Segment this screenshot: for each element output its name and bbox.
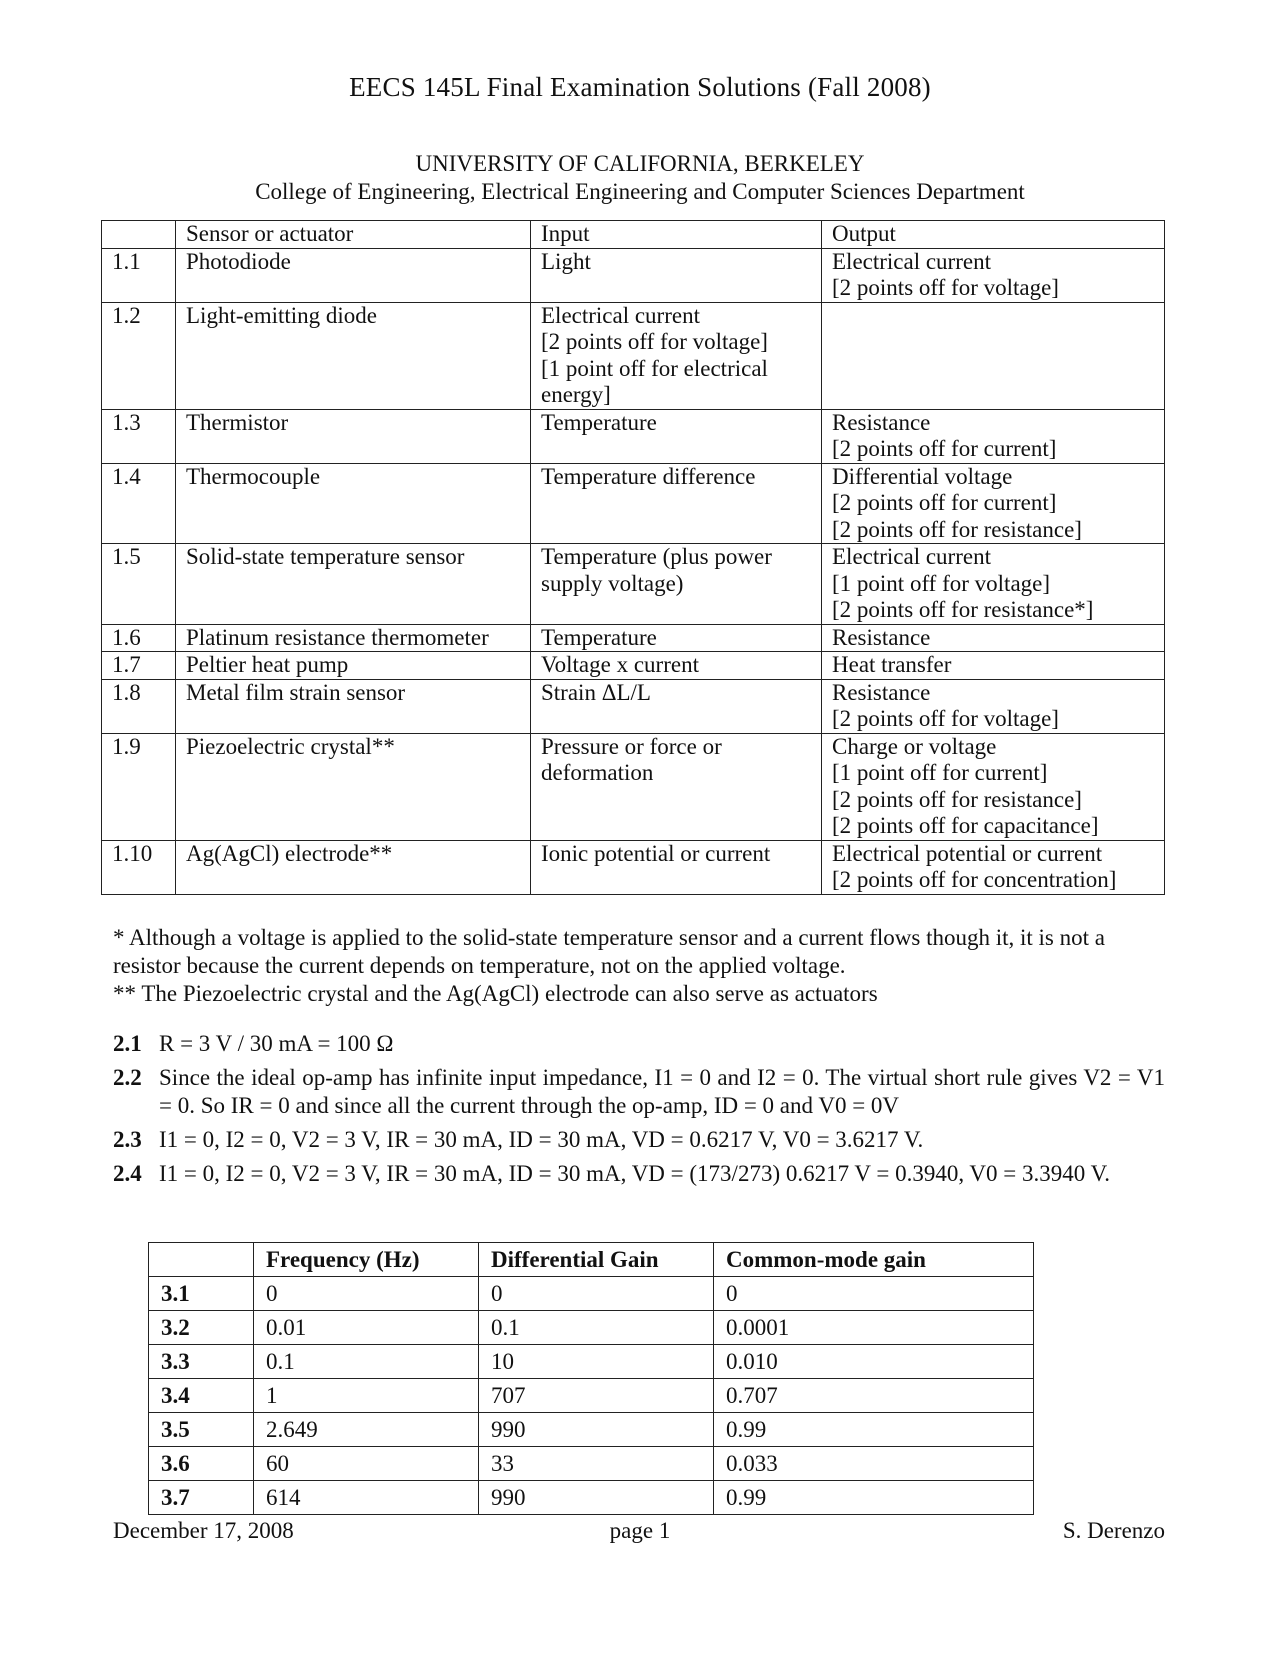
header-cell: Differential Gain (479, 1243, 714, 1277)
sensor-name-line: Ag(AgCl) electrode** (186, 840, 393, 866)
answer-item (113, 1160, 1165, 1188)
frequency-cell: 0.1 (254, 1345, 479, 1379)
answer-item (113, 1126, 1165, 1154)
gain-table (148, 1242, 1034, 1515)
input-cell (531, 544, 822, 625)
output-cell-line: [2 points off for current] (832, 436, 1057, 461)
gain-table-header (149, 1243, 1034, 1277)
output-cell-line: [2 points off for capacitance] (832, 813, 1099, 838)
input-cell-line: supply voltage) (541, 570, 684, 596)
sensor-table-row (102, 463, 1165, 544)
output-cell (822, 679, 1165, 733)
header-cell: Sensor or actuator (176, 221, 531, 249)
gain-table-row (149, 1277, 1034, 1311)
item-number (102, 624, 176, 652)
sensor-name (176, 302, 531, 409)
differential-gain-cell: 0.1 (479, 1311, 714, 1345)
item-number-line: 1.10 (112, 840, 153, 866)
common-mode-gain-cell: 0.99 (714, 1481, 1034, 1515)
sensor-name (176, 409, 531, 463)
gain-table-row (149, 1379, 1034, 1413)
sensor-name (176, 652, 531, 680)
sensor-name-line: Light-emitting diode (186, 302, 377, 328)
output-cell (822, 302, 1165, 409)
row-label: 3.2 (149, 1311, 254, 1345)
sensor-table-row (102, 624, 1165, 652)
output-cell-line: [1 point off for voltage] (832, 570, 1051, 596)
sensor-name (176, 733, 531, 840)
sensor-table-row (102, 544, 1165, 625)
common-mode-gain-cell: 0 (714, 1277, 1034, 1311)
output-cell-line: [2 points off for resistance*] (832, 597, 1094, 622)
item-number (102, 463, 176, 544)
answer-text: I1 = 0, I2 = 0, V2 = 3 V, IR = 30 mA, ID = 30 mA, VD = (173/273) 0.6217 V = 0.3940, V0 = 3.3940 V. (159, 1161, 1110, 1186)
answer-item (113, 1030, 1165, 1058)
department-name: College of Engineering, Electrical Engineering and Computer Sciences Department (255, 179, 1025, 204)
item-number-line: 1.5 (112, 544, 141, 569)
output-cell-line: Electrical current (832, 248, 991, 274)
sensor-name (176, 624, 531, 652)
institution-name: UNIVERSITY OF CALIFORNIA, BERKELEY (415, 151, 865, 176)
sensor-name (176, 840, 531, 894)
output-cell (822, 544, 1165, 625)
output-cell (822, 248, 1165, 302)
differential-gain-cell: 707 (479, 1379, 714, 1413)
output-cell-line: Electrical current (832, 544, 991, 569)
sensor-table-row (102, 302, 1165, 409)
differential-gain-cell: 33 (479, 1447, 714, 1481)
input-cell-line: Temperature difference (541, 463, 756, 489)
sensor-name (176, 544, 531, 625)
output-cell (822, 463, 1165, 544)
sensor-table (101, 220, 1165, 895)
gain-table-row (149, 1345, 1034, 1379)
input-cell-line: Voltage x current (541, 652, 699, 677)
input-cell-line: Temperature (plus power (541, 544, 772, 569)
footnote-2: ** The Piezoelectric crystal and the Ag(AgCl) electrode can also serve as actuators (113, 981, 878, 1006)
answer-number: 2.1 (113, 1031, 142, 1056)
sensor-table-header (102, 221, 1165, 249)
input-cell-line: Electrical current (541, 302, 700, 328)
output-cell (822, 733, 1165, 840)
common-mode-gain-cell: 0.707 (714, 1379, 1034, 1413)
sensor-name-line: Solid-state temperature sensor (186, 544, 465, 569)
sensor-name-line: Peltier heat pump (186, 652, 349, 677)
gain-table-row (149, 1481, 1034, 1515)
output-cell-line: Differential voltage (832, 463, 1013, 489)
frequency-cell: 0.01 (254, 1311, 479, 1345)
header-cell (102, 221, 176, 249)
row-label: 3.6 (149, 1447, 254, 1481)
item-number (102, 248, 176, 302)
input-cell-line: [1 point off for electrical (541, 355, 768, 381)
gain-table-row (149, 1413, 1034, 1447)
differential-gain-cell: 10 (479, 1345, 714, 1379)
answer-text: I1 = 0, I2 = 0, V2 = 3 V, IR = 30 mA, ID = 30 mA, VD = 0.6217 V, V0 = 3.6217 V. (159, 1127, 924, 1152)
footer-page-number: page 1 (609, 1518, 671, 1543)
row-label: 3.4 (149, 1379, 254, 1413)
page-title: EECS 145L Final Examination Solutions (Fall 2008) (349, 72, 931, 102)
input-cell-line: energy] (541, 382, 611, 407)
item-number-line: 1.9 (112, 733, 141, 759)
answer-number: 2.3 (113, 1127, 142, 1152)
output-cell-line: Resistance (832, 624, 931, 650)
output-cell-line: Resistance (832, 679, 931, 705)
output-cell-line: [2 points off for current] (832, 490, 1057, 515)
item-number (102, 409, 176, 463)
item-number-line: 1.4 (112, 463, 141, 489)
sensor-table-row (102, 409, 1165, 463)
header-cell: Frequency (Hz) (254, 1243, 479, 1277)
input-cell-line: Light (541, 248, 591, 274)
output-cell-line: [2 points off for concentration] (832, 867, 1117, 892)
output-cell-line: [2 points off for resistance] (832, 516, 1082, 542)
output-cell-line: [2 points off for resistance] (832, 786, 1082, 812)
output-cell-line: [1 point off for current] (832, 760, 1048, 785)
answer-text: Since the ideal op-amp has infinite input impedance, I1 = 0 and I2 = 0. The virtual short rule gives V2 = V1 = 0. So IR = 0 and since all the current through the op-amp, ID = 0 and V0 = 0V (159, 1065, 1165, 1118)
item-number-line: 1.2 (112, 302, 141, 328)
header-cell (149, 1243, 254, 1277)
output-cell (822, 652, 1165, 680)
item-number (102, 733, 176, 840)
input-cell-line: Temperature (541, 409, 657, 435)
sensor-name-line: Metal film strain sensor (186, 679, 406, 705)
item-number-line: 1.7 (112, 652, 141, 677)
output-cell-line: [2 points off for voltage] (832, 275, 1059, 300)
item-number (102, 652, 176, 680)
item-number (102, 679, 176, 733)
answer-number: 2.4 (113, 1161, 142, 1186)
sensor-table-row (102, 733, 1165, 840)
output-cell-line: Electrical potential or current (832, 840, 1103, 866)
common-mode-gain-cell: 0.99 (714, 1413, 1034, 1447)
frequency-cell: 0 (254, 1277, 479, 1311)
item-number (102, 302, 176, 409)
common-mode-gain-cell: 0.033 (714, 1447, 1034, 1481)
sensor-name (176, 463, 531, 544)
input-cell-line: [2 points off for voltage] (541, 329, 768, 354)
sensor-name-line: Thermistor (186, 409, 289, 435)
differential-gain-cell: 990 (479, 1413, 714, 1447)
header-cell: Common-mode gain (714, 1243, 1034, 1277)
input-cell (531, 302, 822, 409)
sensor-name-line: Thermocouple (186, 463, 321, 489)
input-cell (531, 733, 822, 840)
input-cell (531, 409, 822, 463)
frequency-cell: 1 (254, 1379, 479, 1413)
input-cell-line: Pressure or force or (541, 733, 722, 759)
output-cell-line: Heat transfer (832, 652, 952, 677)
header-cell: Output (822, 221, 1165, 249)
output-cell-line: Charge or voltage (832, 733, 997, 759)
sensor-name-line: Photodiode (186, 248, 291, 274)
output-cell (822, 840, 1165, 894)
sensor-name (176, 679, 531, 733)
gain-table-row (149, 1311, 1034, 1345)
output-cell (822, 409, 1165, 463)
sensor-table-row (102, 679, 1165, 733)
sensor-name-line: Piezoelectric crystal** (186, 733, 395, 759)
input-cell (531, 652, 822, 680)
common-mode-gain-cell: 0.0001 (714, 1311, 1034, 1345)
row-label: 3.5 (149, 1413, 254, 1447)
differential-gain-cell: 0 (479, 1277, 714, 1311)
input-cell-line: Temperature (541, 624, 657, 650)
input-cell-line: Ionic potential or current (541, 840, 771, 866)
input-cell (531, 248, 822, 302)
output-cell-line: [2 points off for voltage] (832, 706, 1059, 731)
sensor-table-row (102, 652, 1165, 680)
answer-text: R = 3 V / 30 mA = 100 Ω (159, 1031, 394, 1056)
sensor-table-row (102, 248, 1165, 302)
item-number-line: 1.3 (112, 409, 141, 435)
input-cell-line: Strain ΔL/L (541, 679, 651, 705)
frequency-cell: 614 (254, 1481, 479, 1515)
item-number (102, 840, 176, 894)
input-cell (531, 463, 822, 544)
common-mode-gain-cell: 0.010 (714, 1345, 1034, 1379)
sensor-name (176, 248, 531, 302)
institution-header (0, 150, 1280, 206)
answer-item (113, 1064, 1165, 1120)
footer-date: December 17, 2008 (113, 1518, 294, 1543)
differential-gain-cell: 990 (479, 1481, 714, 1515)
footer-author: S. Derenzo (1062, 1518, 1165, 1543)
footnotes (113, 924, 1173, 1008)
row-label: 3.7 (149, 1481, 254, 1515)
input-cell (531, 840, 822, 894)
footnote-1: * Although a voltage is applied to the solid-state temperature sensor and a current flows though it, it is not a resistor because the current depends on temperature, not on the applied voltage. (113, 925, 1105, 978)
item-number (102, 544, 176, 625)
output-cell-line: Resistance (832, 409, 931, 435)
answer-number: 2.2 (113, 1065, 142, 1090)
item-number-line: 1.8 (112, 679, 141, 705)
frequency-cell: 60 (254, 1447, 479, 1481)
output-cell (822, 624, 1165, 652)
item-number-line: 1.6 (112, 624, 141, 650)
sensor-name-line: Platinum resistance thermometer (186, 624, 489, 650)
gain-table-row (149, 1447, 1034, 1481)
header-cell: Input (531, 221, 822, 249)
row-label: 3.3 (149, 1345, 254, 1379)
input-cell (531, 679, 822, 733)
answers-section (113, 1030, 1165, 1194)
input-cell (531, 624, 822, 652)
sensor-table-row (102, 840, 1165, 894)
input-cell-line: deformation (541, 760, 654, 785)
row-label: 3.1 (149, 1277, 254, 1311)
frequency-cell: 2.649 (254, 1413, 479, 1447)
item-number-line: 1.1 (112, 248, 141, 274)
